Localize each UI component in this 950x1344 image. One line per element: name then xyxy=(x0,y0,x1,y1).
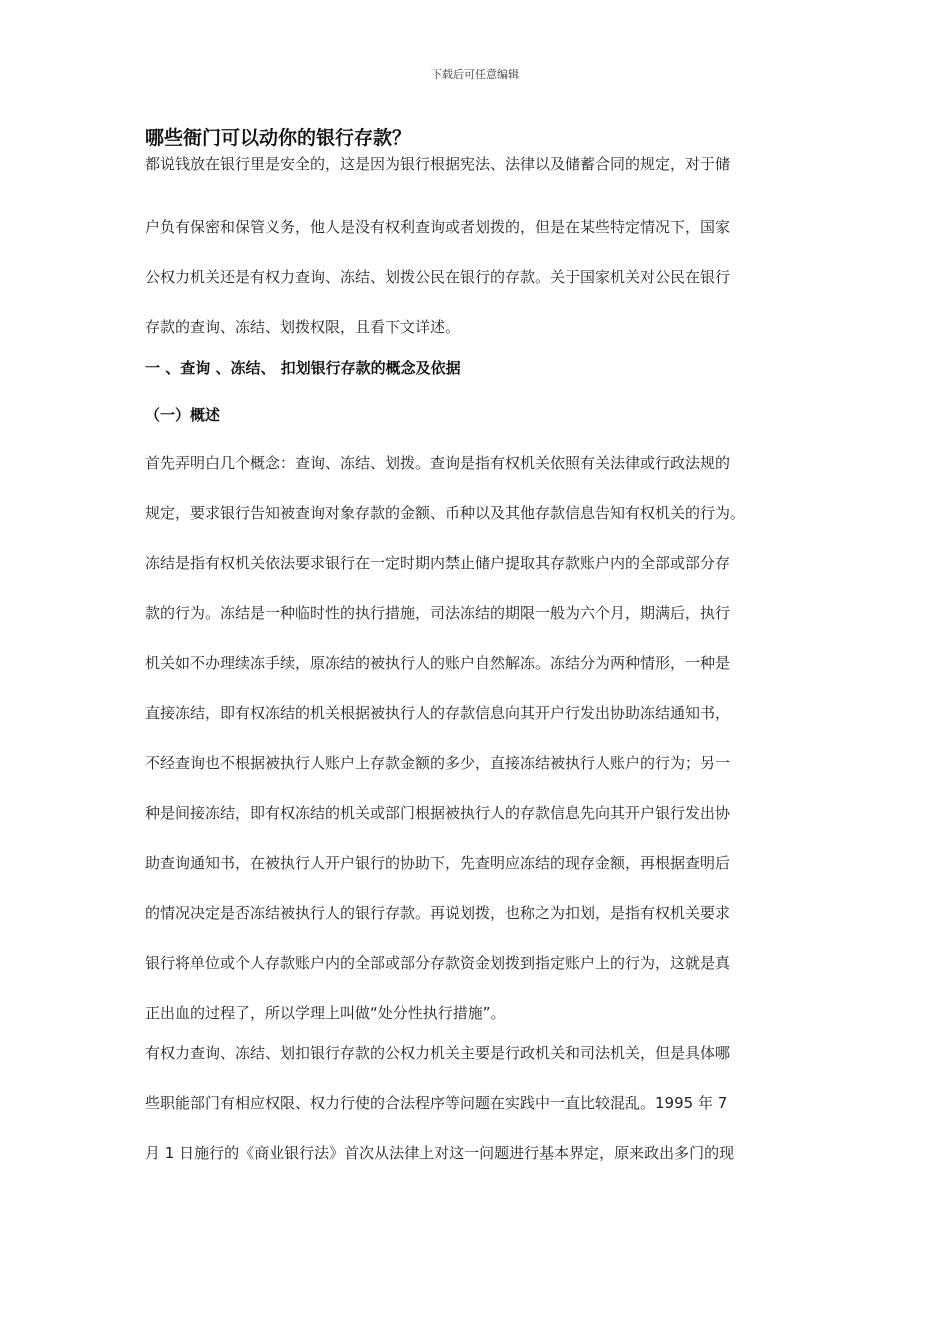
overview-paragraph xyxy=(145,438,810,1038)
document-body xyxy=(145,124,810,1178)
paragraph-line: 正出血的过程了，所以学理上叫做“处分性执行措施”。 xyxy=(145,1004,506,1022)
paragraph-line: 银行将单位或个人存款账户内的全部或部分存款资金划拨到指定账户上的行为，这就是真 xyxy=(145,954,731,972)
authority-paragraph xyxy=(145,1028,810,1178)
paragraph-line: 首先弄明白几个概念：查询、冻结、划拨。查询是指有权机关依照有关法律或行政法规的 xyxy=(145,454,731,472)
paragraph-line: 月 1 日施行的《商业银行法》首次从法律上对这一问题进行基本界定，原来政出多门的现 xyxy=(145,1144,735,1162)
intro-paragraph xyxy=(145,152,810,352)
section-heading: 一 、查询 、冻结、 扣划银行存款的概念及依据 xyxy=(145,359,461,377)
paragraph-line: 的情况决定是否冻结被执行人的银行存款。再说划拨，也称之为扣划，是指有权机关要求 xyxy=(145,904,731,922)
paragraph-line: 些职能部门有相应权限、权力行使的合法程序等问题在实践中一直比较混乱。1995 年 7 xyxy=(145,1094,728,1112)
paragraph-line: 公权力机关还是有权力查询、冻结、划拨公民在银行的存款。关于国家机关对公民在银行 xyxy=(145,268,731,286)
subsection-heading: （一）概述 xyxy=(145,406,221,424)
paragraph-line: 款的行为。冻结是一种临时性的执行措施，司法冻结的期限一般为六个月，期满后，执行 xyxy=(145,604,731,622)
document-title: 哪些衙门可以动你的银行存款？ xyxy=(145,127,412,149)
paragraph-line: 户负有保密和保管义务，他人是没有权利查询或者划拨的，但是在某些特定情况下，国家 xyxy=(145,218,731,236)
paragraph-line: 种是间接冻结，即有权冻结的机关或部门根据被执行人的存款信息先向其开户银行发出协 xyxy=(145,804,731,822)
paragraph-line: 直接冻结，即有权冻结的机关根据被执行人的存款信息向其开户行发出协助冻结通知书， xyxy=(145,704,731,722)
paragraph-line: 机关如不办理续冻手续，原冻结的被执行人的账户自然解冻。冻结分为两种情形，一种是 xyxy=(145,654,731,672)
paragraph-line: 规定，要求银行告知被查询对象存款的金额、币种以及其他存款信息告知有权机关的行为。 xyxy=(145,504,746,522)
paragraph-line: 冻结是指有权机关依法要求银行在一定时期内禁止储户提取其存款账户内的全部或部分存 xyxy=(145,554,731,572)
header-note: 下载后可任意编辑 xyxy=(431,68,519,81)
paragraph-line: 不经查询也不根据被执行人账户上存款金额的多少，直接冻结被执行人账户的行为；另一 xyxy=(145,754,731,772)
paragraph-line: 有权力查询、冻结、划扣银行存款的公权力机关主要是行政机关和司法机关，但是具体哪 xyxy=(145,1044,731,1062)
paragraph-line: 都说钱放在银行里是安全的，这是因为银行根据宪法、法律以及储蓄合同的规定，对于储 xyxy=(145,155,731,173)
paragraph-line: 助查询通知书，在被执行人开户银行的协助下，先查明应冻结的现存金额，再根据查明后 xyxy=(145,854,731,872)
paragraph-line: 存款的查询、冻结、划拨权限，且看下文详述。 xyxy=(145,318,461,336)
